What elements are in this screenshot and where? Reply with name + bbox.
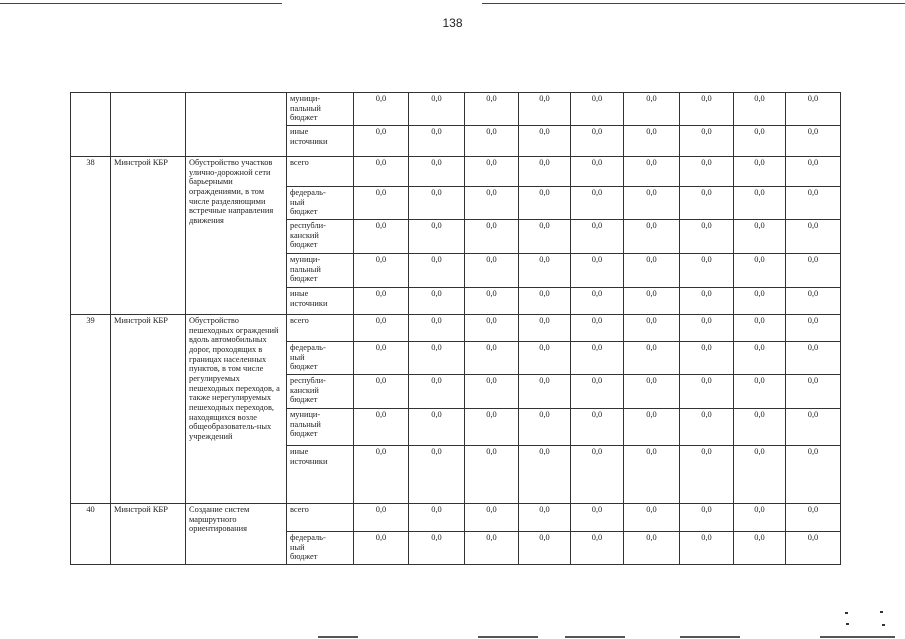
amount-cell: 0,0: [571, 126, 624, 157]
amount-cell: 0,0: [409, 446, 465, 504]
amount-cell: 0,0: [786, 187, 841, 220]
amount-cell: 0,0: [680, 187, 734, 220]
amount-cell: 0,0: [519, 157, 571, 187]
funding-source-cell: всего: [287, 504, 354, 532]
funding-source-cell: иные источники: [287, 288, 354, 315]
amount-cell: 0,0: [680, 342, 734, 375]
amount-cell: 0,0: [465, 220, 519, 254]
amount-cell: 0,0: [519, 409, 571, 446]
amount-cell: 0,0: [354, 126, 409, 157]
amount-cell: 0,0: [571, 375, 624, 409]
number-cell: [71, 93, 111, 157]
amount-cell: 0,0: [465, 187, 519, 220]
funding-source-cell: иные источники: [287, 126, 354, 157]
amount-cell: 0,0: [680, 254, 734, 288]
amount-cell: 0,0: [519, 342, 571, 375]
funding-source-cell: федераль- ный бюджет: [287, 342, 354, 375]
funding-table: [70, 92, 841, 565]
amount-cell: 0,0: [465, 409, 519, 446]
amount-cell: 0,0: [734, 93, 786, 126]
funding-source-cell: федераль- ный бюджет: [287, 532, 354, 565]
amount-cell: 0,0: [519, 126, 571, 157]
amount-cell: 0,0: [465, 254, 519, 288]
amount-cell: 0,0: [465, 375, 519, 409]
amount-cell: 0,0: [354, 315, 409, 342]
amount-cell: 0,0: [519, 187, 571, 220]
amount-cell: 0,0: [571, 409, 624, 446]
amount-cell: 0,0: [571, 342, 624, 375]
amount-cell: 0,0: [680, 375, 734, 409]
funding-source-cell: муници- пальный бюджет: [287, 93, 354, 126]
amount-cell: 0,0: [786, 409, 841, 446]
amount-cell: 0,0: [734, 446, 786, 504]
page-number: 138: [442, 16, 463, 30]
amount-cell: 0,0: [354, 288, 409, 315]
amount-cell: 0,0: [734, 532, 786, 565]
funding-table-body: [71, 93, 841, 565]
amount-cell: 0,0: [680, 126, 734, 157]
funding-source-cell: муници- пальный бюджет: [287, 409, 354, 446]
executor-cell: Минстрой КБР: [111, 157, 186, 315]
amount-cell: 0,0: [680, 93, 734, 126]
amount-cell: 0,0: [624, 504, 680, 532]
amount-cell: 0,0: [354, 157, 409, 187]
amount-cell: 0,0: [409, 93, 465, 126]
top-border-line-left: [0, 3, 282, 4]
amount-cell: 0,0: [624, 93, 680, 126]
table-row: [71, 315, 841, 342]
amount-cell: 0,0: [734, 187, 786, 220]
amount-cell: 0,0: [734, 342, 786, 375]
amount-cell: 0,0: [465, 532, 519, 565]
amount-cell: 0,0: [624, 315, 680, 342]
amount-cell: 0,0: [571, 254, 624, 288]
amount-cell: 0,0: [519, 532, 571, 565]
amount-cell: 0,0: [571, 532, 624, 565]
amount-cell: 0,0: [354, 93, 409, 126]
amount-cell: 0,0: [519, 504, 571, 532]
scan-artifact: [478, 636, 538, 638]
amount-cell: 0,0: [680, 532, 734, 565]
description-cell: Обустройство участков улично-дорожной сети барьерными ограждениями, в том числе разделяющими встречные направления движения: [186, 157, 287, 315]
amount-cell: 0,0: [734, 315, 786, 342]
amount-cell: 0,0: [786, 315, 841, 342]
amount-cell: 0,0: [409, 288, 465, 315]
amount-cell: 0,0: [680, 288, 734, 315]
amount-cell: 0,0: [465, 157, 519, 187]
description-cell: [186, 93, 287, 157]
amount-cell: 0,0: [571, 315, 624, 342]
amount-cell: 0,0: [680, 504, 734, 532]
amount-cell: 0,0: [734, 126, 786, 157]
amount-cell: 0,0: [624, 446, 680, 504]
scan-speck: [846, 623, 849, 625]
scan-artifact: [565, 636, 625, 638]
table-row: [71, 93, 841, 126]
amount-cell: 0,0: [571, 93, 624, 126]
funding-source-cell: всего: [287, 157, 354, 187]
amount-cell: 0,0: [786, 220, 841, 254]
amount-cell: 0,0: [680, 446, 734, 504]
amount-cell: 0,0: [519, 220, 571, 254]
executor-cell: [111, 93, 186, 157]
amount-cell: 0,0: [786, 532, 841, 565]
description-cell: Создание систем маршрутного ориентирования: [186, 504, 287, 565]
funding-source-cell: иные источники: [287, 446, 354, 504]
amount-cell: 0,0: [571, 187, 624, 220]
amount-cell: 0,0: [786, 93, 841, 126]
amount-cell: 0,0: [409, 409, 465, 446]
amount-cell: 0,0: [409, 126, 465, 157]
funding-source-cell: республи- канский бюджет: [287, 220, 354, 254]
amount-cell: 0,0: [624, 288, 680, 315]
amount-cell: 0,0: [680, 220, 734, 254]
scan-speck: [845, 612, 848, 614]
amount-cell: 0,0: [465, 93, 519, 126]
amount-cell: 0,0: [786, 375, 841, 409]
top-border-line-right: [482, 3, 905, 4]
amount-cell: 0,0: [786, 157, 841, 187]
table-row: [71, 157, 841, 187]
item-number-cell: 40: [71, 504, 111, 565]
amount-cell: 0,0: [465, 504, 519, 532]
amount-cell: 0,0: [571, 220, 624, 254]
amount-cell: 0,0: [624, 220, 680, 254]
amount-cell: 0,0: [409, 157, 465, 187]
amount-cell: 0,0: [786, 126, 841, 157]
amount-cell: 0,0: [354, 342, 409, 375]
amount-cell: 0,0: [465, 315, 519, 342]
amount-cell: 0,0: [571, 504, 624, 532]
amount-cell: 0,0: [519, 375, 571, 409]
amount-cell: 0,0: [786, 342, 841, 375]
amount-cell: 0,0: [519, 254, 571, 288]
description-cell: Обустройство пешеходных ограждений вдоль автомобильных дорог, проходящих в границах населенных пунктов, в том числе регулируемых пешеходных переходов, а также нерегулируемых пешеходных переходов, находящихся возле общеобразователь-ных учреждений: [186, 315, 287, 504]
amount-cell: 0,0: [734, 409, 786, 446]
amount-cell: 0,0: [734, 375, 786, 409]
amount-cell: 0,0: [734, 157, 786, 187]
amount-cell: 0,0: [354, 532, 409, 565]
amount-cell: 0,0: [409, 254, 465, 288]
amount-cell: 0,0: [465, 126, 519, 157]
amount-cell: 0,0: [519, 288, 571, 315]
amount-cell: 0,0: [624, 187, 680, 220]
amount-cell: 0,0: [624, 532, 680, 565]
amount-cell: 0,0: [354, 375, 409, 409]
amount-cell: 0,0: [465, 446, 519, 504]
scan-speck: [882, 624, 885, 626]
amount-cell: 0,0: [680, 409, 734, 446]
amount-cell: 0,0: [786, 446, 841, 504]
amount-cell: 0,0: [519, 315, 571, 342]
amount-cell: 0,0: [734, 220, 786, 254]
amount-cell: 0,0: [624, 254, 680, 288]
scan-artifact: [318, 636, 358, 638]
amount-cell: 0,0: [354, 254, 409, 288]
amount-cell: 0,0: [409, 342, 465, 375]
amount-cell: 0,0: [409, 375, 465, 409]
amount-cell: 0,0: [409, 315, 465, 342]
amount-cell: 0,0: [786, 254, 841, 288]
amount-cell: 0,0: [409, 220, 465, 254]
amount-cell: 0,0: [624, 126, 680, 157]
scan-artifact: [820, 636, 895, 638]
amount-cell: 0,0: [409, 504, 465, 532]
amount-cell: 0,0: [354, 187, 409, 220]
amount-cell: 0,0: [624, 157, 680, 187]
amount-cell: 0,0: [734, 254, 786, 288]
amount-cell: 0,0: [734, 288, 786, 315]
amount-cell: 0,0: [734, 504, 786, 532]
amount-cell: 0,0: [571, 157, 624, 187]
scan-artifact: [680, 636, 740, 638]
amount-cell: 0,0: [354, 220, 409, 254]
scan-speck: [880, 611, 883, 613]
amount-cell: 0,0: [519, 93, 571, 126]
amount-cell: 0,0: [571, 446, 624, 504]
funding-source-cell: всего: [287, 315, 354, 342]
amount-cell: 0,0: [354, 504, 409, 532]
item-number-cell: 38: [71, 157, 111, 315]
amount-cell: 0,0: [354, 409, 409, 446]
amount-cell: 0,0: [786, 288, 841, 315]
amount-cell: 0,0: [465, 342, 519, 375]
amount-cell: 0,0: [680, 315, 734, 342]
amount-cell: 0,0: [624, 409, 680, 446]
amount-cell: 0,0: [465, 288, 519, 315]
amount-cell: 0,0: [624, 375, 680, 409]
amount-cell: 0,0: [680, 157, 734, 187]
amount-cell: 0,0: [409, 187, 465, 220]
item-number-cell: 39: [71, 315, 111, 504]
funding-source-cell: республи- канский бюджет: [287, 375, 354, 409]
amount-cell: 0,0: [409, 532, 465, 565]
funding-source-cell: муници- пальный бюджет: [287, 254, 354, 288]
amount-cell: 0,0: [519, 446, 571, 504]
amount-cell: 0,0: [571, 288, 624, 315]
table-row: [71, 504, 841, 532]
executor-cell: Минстрой КБР: [111, 504, 186, 565]
amount-cell: 0,0: [354, 446, 409, 504]
funding-source-cell: федераль- ный бюджет: [287, 187, 354, 220]
amount-cell: 0,0: [786, 504, 841, 532]
amount-cell: 0,0: [624, 342, 680, 375]
executor-cell: Минстрой КБР: [111, 315, 186, 504]
